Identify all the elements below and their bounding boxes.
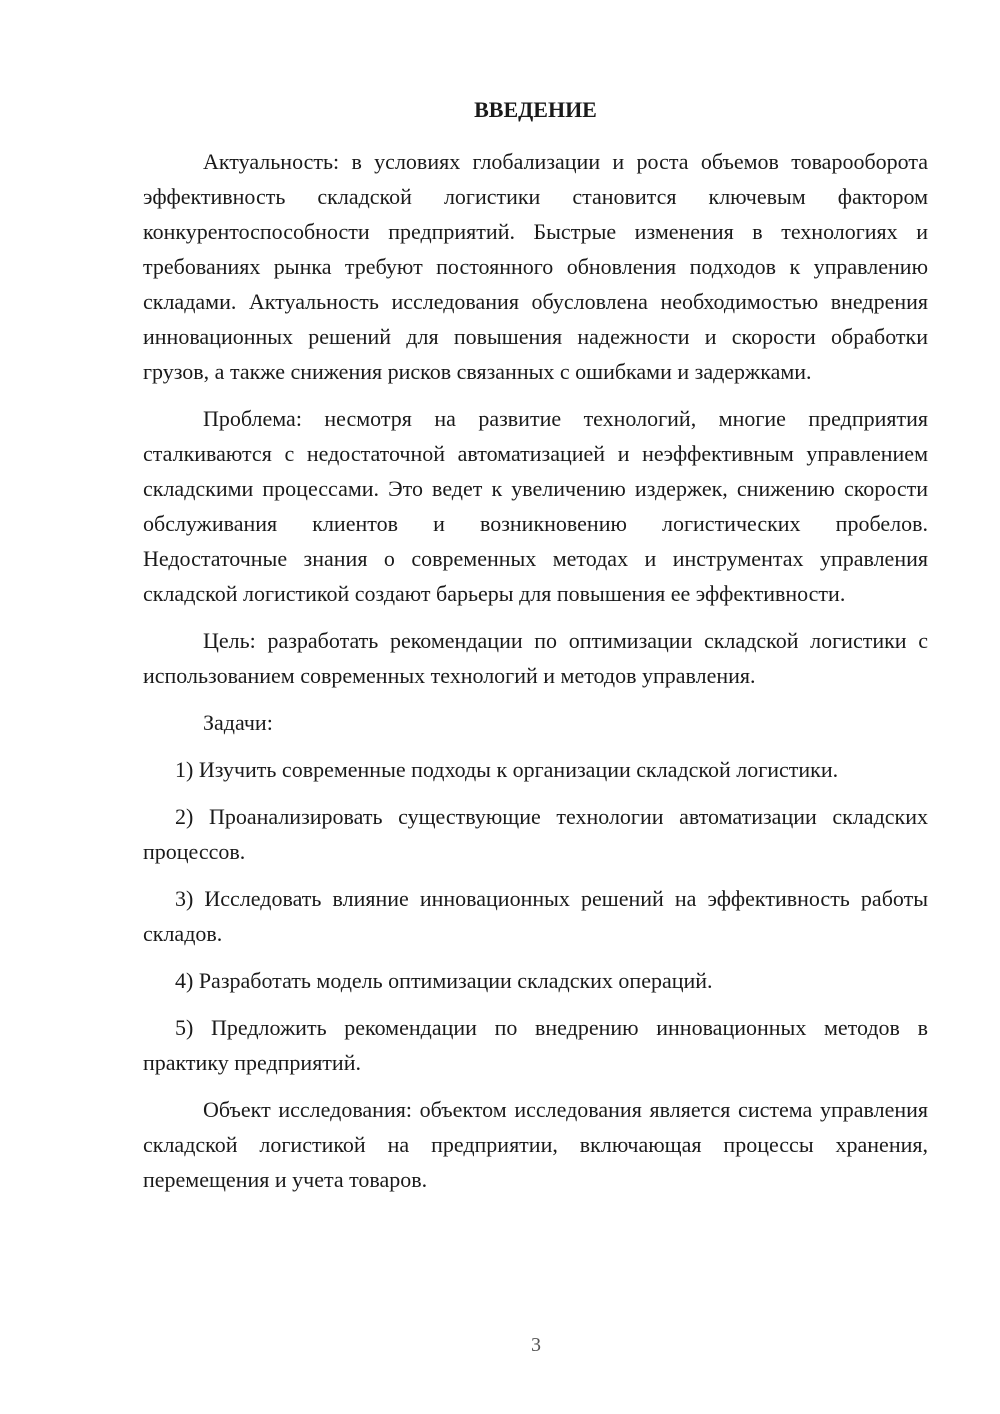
paragraph-object: Объект исследования: объектом исследования является система управления складской логистикой на предприятии, включающая процессы хранения, перемещения и учета товаров. [143, 1097, 928, 1192]
page-body [143, 96, 928, 1209]
paragraph-goal: Цель: разработать рекомендации по оптимизации складской логистики с использованием современных технологий и методов управления. [143, 628, 928, 688]
task-item-1: 1) Изучить современные подходы к организации складской логистики. [175, 757, 839, 782]
task-item-2: 2) Проанализировать существующие технологии автоматизации складских процессов. [143, 804, 928, 864]
tasks-heading: Задачи: [203, 710, 273, 735]
task-item-3: 3) Исследовать влияние инновационных решений на эффективность работы складов. [143, 886, 928, 946]
paragraph-problem: Проблема: несмотря на развитие технологий, многие предприятия сталкиваются с недостаточной автоматизацией и неэффективным управлением складскими процессами. Это ведет к увеличению издержек, снижению скорости обслуживания клиентов и возникновению логистических пробелов. Недостаточные знания о современных методах и инструментах управления складской логистикой создают барьеры для повышения ее эффективности. [143, 406, 928, 606]
paragraph-relevance: Актуальность: в условиях глобализации и роста объемов товарооборота эффективность складской логистики становится ключевым фактором конкурентоспособности предприятий. Быстрые изменения в технологиях и требованиях рынка требуют постоянного обновления подходов к управлению складами. Актуальность исследования обусловлена необходимостью внедрения инновационных решений для повышения надежности и скорости обработки грузов, а также снижения рисков связанных с ошибками и задержками. [143, 149, 928, 384]
page-title: ВВЕДЕНИЕ [474, 97, 597, 122]
task-item-4: 4) Разработать модель оптимизации складских операций. [175, 968, 713, 993]
page-number: 3 [531, 1334, 541, 1356]
task-item-5: 5) Предложить рекомендации по внедрению инновационных методов в практику предприятий. [143, 1015, 928, 1075]
